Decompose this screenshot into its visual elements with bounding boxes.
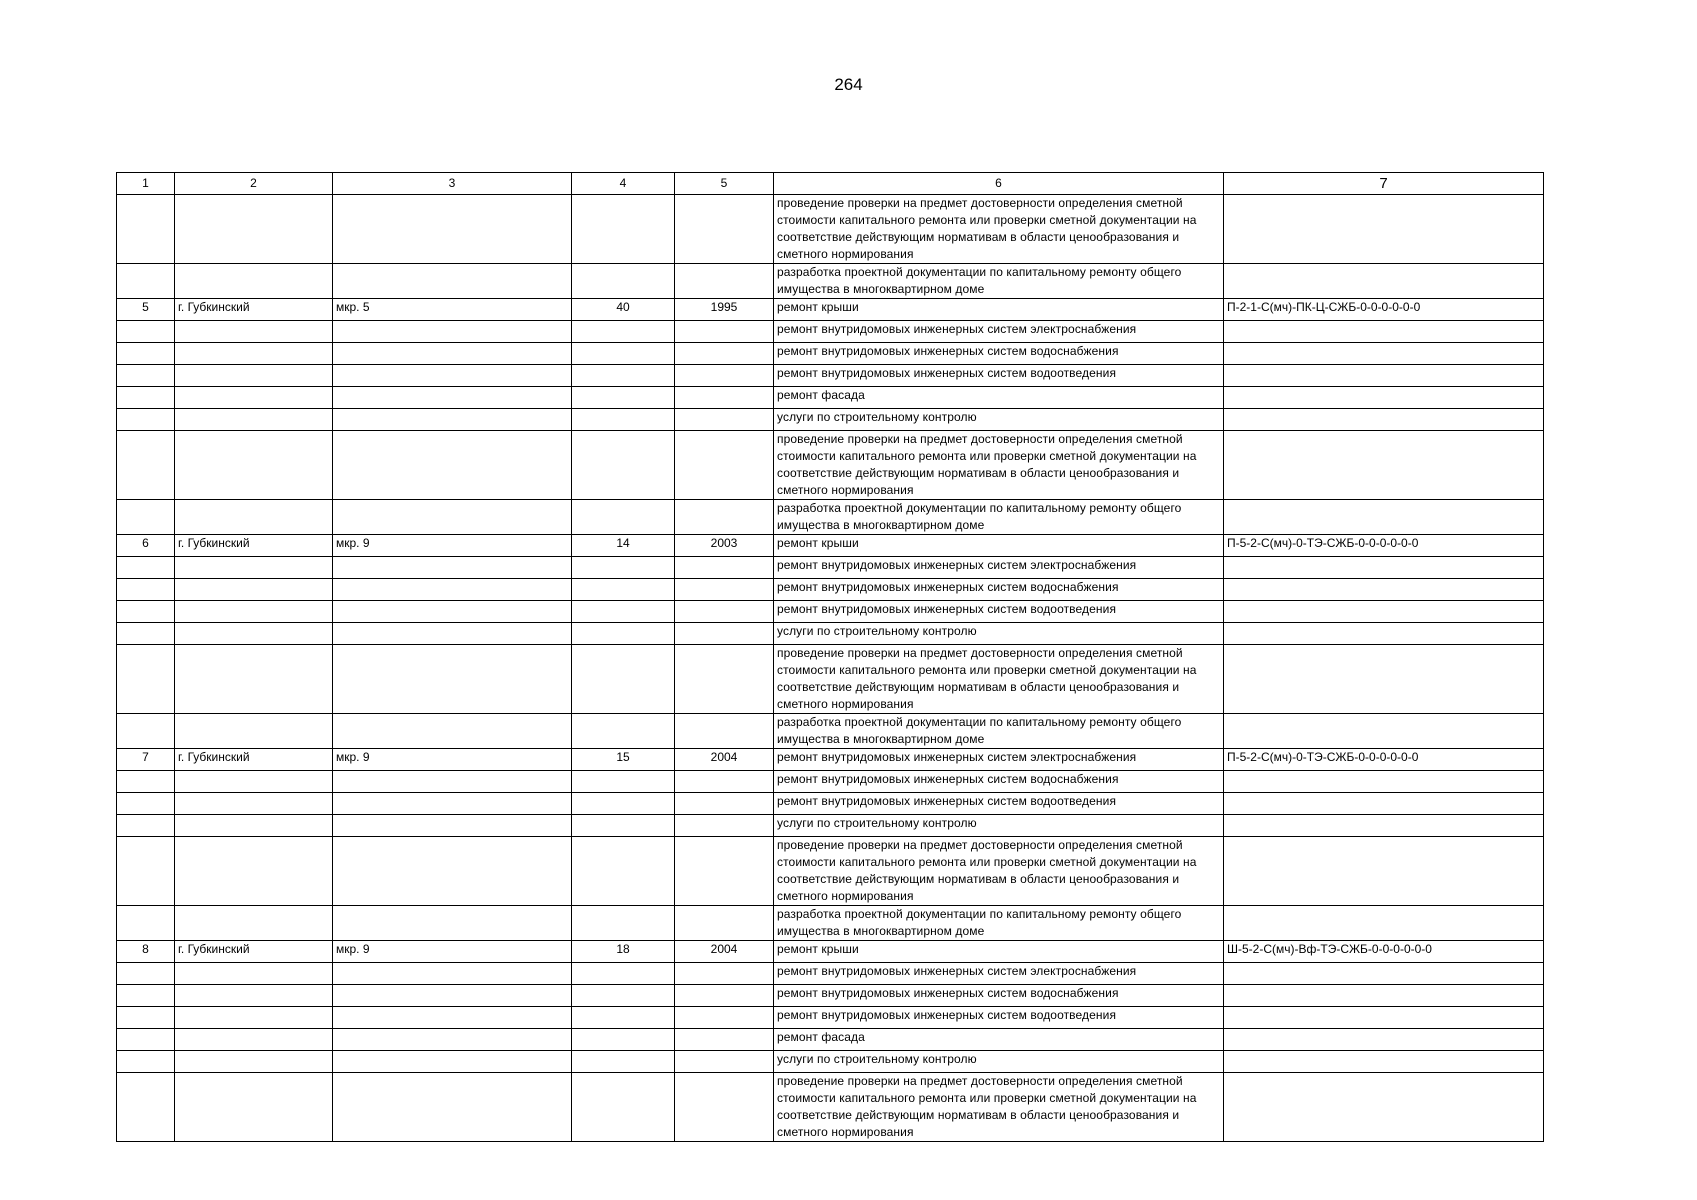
table-row	[117, 906, 1544, 941]
work-type-cell: услуги по строительному контролю	[774, 815, 1224, 837]
work-type-cell: ремонт крыши	[774, 535, 1224, 557]
building-code-cell: П-5-2-С(мч)-0-ТЭ-СЖБ-0-0-0-0-0-0	[1224, 749, 1544, 771]
work-type-cell: ремонт внутридомовых инженерных систем электроснабжения	[774, 557, 1224, 579]
row-number-cell	[117, 771, 175, 793]
house-number-cell: 40	[572, 299, 675, 321]
city-cell: г. Губкинский	[175, 299, 333, 321]
city-cell	[175, 1073, 333, 1142]
address-cell	[333, 601, 572, 623]
building-code-cell: П-2-1-С(мч)-ПК-Ц-СЖБ-0-0-0-0-0-0	[1224, 299, 1544, 321]
city-cell	[175, 557, 333, 579]
work-type-cell: услуги по строительному контролю	[774, 1051, 1224, 1073]
year-cell	[675, 321, 774, 343]
work-type-cell: проведение проверки на предмет достоверности определения сметной стоимости капитального ремонта или проверки сметной документации на соответствие действующим нормативам в области ценообразования и сметного нормирования	[774, 1073, 1224, 1142]
year-cell	[675, 1073, 774, 1142]
row-number-cell	[117, 343, 175, 365]
building-code-cell	[1224, 1029, 1544, 1051]
city-cell	[175, 1029, 333, 1051]
address-cell	[333, 623, 572, 645]
year-cell	[675, 431, 774, 500]
table-row	[117, 623, 1544, 645]
year-cell	[675, 771, 774, 793]
work-type-cell: ремонт фасада	[774, 1029, 1224, 1051]
address-cell	[333, 343, 572, 365]
address-cell	[333, 365, 572, 387]
address-cell	[333, 985, 572, 1007]
city-cell	[175, 1051, 333, 1073]
city-cell	[175, 837, 333, 906]
building-code-cell	[1224, 645, 1544, 714]
building-code-cell	[1224, 815, 1544, 837]
table-row	[117, 579, 1544, 601]
row-number-cell	[117, 195, 175, 264]
year-cell	[675, 601, 774, 623]
house-number-cell: 18	[572, 941, 675, 963]
city-cell	[175, 431, 333, 500]
work-type-cell: ремонт внутридомовых инженерных систем водоснабжения	[774, 771, 1224, 793]
table-row	[117, 941, 1544, 963]
city-cell	[175, 623, 333, 645]
year-cell	[675, 264, 774, 299]
table-row	[117, 321, 1544, 343]
city-cell: г. Губкинский	[175, 749, 333, 771]
house-number-cell	[572, 409, 675, 431]
work-type-cell: ремонт внутридомовых инженерных систем водоснабжения	[774, 985, 1224, 1007]
address-cell	[333, 906, 572, 941]
row-number-cell	[117, 645, 175, 714]
table-row	[117, 535, 1544, 557]
row-number-cell: 8	[117, 941, 175, 963]
city-cell	[175, 365, 333, 387]
work-type-cell: разработка проектной документации по капитальному ремонту общего имущества в многоквартирном доме	[774, 264, 1224, 299]
table-row	[117, 500, 1544, 535]
work-type-cell: ремонт внутридомовых инженерных систем электроснабжения	[774, 321, 1224, 343]
year-cell: 2004	[675, 941, 774, 963]
city-cell	[175, 771, 333, 793]
year-cell	[675, 557, 774, 579]
year-cell	[675, 837, 774, 906]
year-cell	[675, 793, 774, 815]
year-cell	[675, 623, 774, 645]
address-cell: мкр. 9	[333, 749, 572, 771]
address-cell	[333, 1029, 572, 1051]
row-number-cell: 5	[117, 299, 175, 321]
row-number-cell	[117, 365, 175, 387]
row-number-cell	[117, 387, 175, 409]
address-cell	[333, 321, 572, 343]
row-number-cell	[117, 1051, 175, 1073]
building-code-cell	[1224, 500, 1544, 535]
year-cell	[675, 500, 774, 535]
house-number-cell	[572, 1051, 675, 1073]
work-type-cell: ремонт фасада	[774, 387, 1224, 409]
year-cell	[675, 1051, 774, 1073]
year-cell: 2004	[675, 749, 774, 771]
building-code-cell	[1224, 793, 1544, 815]
building-code-cell	[1224, 601, 1544, 623]
row-number-cell	[117, 1073, 175, 1142]
year-cell	[675, 645, 774, 714]
house-number-cell: 15	[572, 749, 675, 771]
row-number-cell	[117, 815, 175, 837]
address-cell	[333, 431, 572, 500]
header-cell: 2	[175, 173, 333, 195]
building-code-cell	[1224, 1051, 1544, 1073]
row-number-cell	[117, 579, 175, 601]
year-cell	[675, 1007, 774, 1029]
city-cell	[175, 500, 333, 535]
address-cell	[333, 579, 572, 601]
work-type-cell: разработка проектной документации по капитальному ремонту общего имущества в многоквартирном доме	[774, 906, 1224, 941]
building-code-cell	[1224, 579, 1544, 601]
building-code-cell	[1224, 837, 1544, 906]
table-row	[117, 1029, 1544, 1051]
table-row	[117, 195, 1544, 264]
house-number-cell	[572, 1073, 675, 1142]
row-number-cell	[117, 837, 175, 906]
city-cell	[175, 579, 333, 601]
table-body	[117, 195, 1544, 1142]
house-number-cell	[572, 714, 675, 749]
building-code-cell	[1224, 365, 1544, 387]
table-row	[117, 557, 1544, 579]
address-cell	[333, 1073, 572, 1142]
year-cell	[675, 387, 774, 409]
city-cell	[175, 387, 333, 409]
table-row	[117, 343, 1544, 365]
table-row	[117, 771, 1544, 793]
row-number-cell	[117, 557, 175, 579]
address-cell	[333, 837, 572, 906]
building-code-cell	[1224, 431, 1544, 500]
address-cell	[333, 771, 572, 793]
building-code-cell	[1224, 343, 1544, 365]
work-type-cell: ремонт внутридомовых инженерных систем водоснабжения	[774, 579, 1224, 601]
building-code-cell	[1224, 195, 1544, 264]
building-code-cell	[1224, 1073, 1544, 1142]
city-cell	[175, 409, 333, 431]
row-number-cell	[117, 601, 175, 623]
house-number-cell	[572, 500, 675, 535]
address-cell	[333, 387, 572, 409]
row-number-cell	[117, 264, 175, 299]
house-number-cell	[572, 645, 675, 714]
city-cell: г. Губкинский	[175, 535, 333, 557]
header-cell: 5	[675, 173, 774, 195]
address-cell	[333, 195, 572, 264]
work-type-cell: ремонт крыши	[774, 299, 1224, 321]
city-cell	[175, 321, 333, 343]
city-cell	[175, 343, 333, 365]
city-cell	[175, 645, 333, 714]
work-type-cell: разработка проектной документации по капитальному ремонту общего имущества в многоквартирном доме	[774, 500, 1224, 535]
table-row	[117, 749, 1544, 771]
row-number-cell	[117, 409, 175, 431]
row-number-cell	[117, 1029, 175, 1051]
header-cell: 4	[572, 173, 675, 195]
table-row	[117, 837, 1544, 906]
work-type-cell: проведение проверки на предмет достоверности определения сметной стоимости капитального ремонта или проверки сметной документации на соответствие действующим нормативам в области ценообразования и сметного нормирования	[774, 645, 1224, 714]
table-row	[117, 299, 1544, 321]
city-cell	[175, 195, 333, 264]
house-number-cell	[572, 321, 675, 343]
work-type-cell: проведение проверки на предмет достоверности определения сметной стоимости капитального ремонта или проверки сметной документации на соответствие действующим нормативам в области ценообразования и сметного нормирования	[774, 431, 1224, 500]
house-number-cell	[572, 771, 675, 793]
work-type-cell: проведение проверки на предмет достоверности определения сметной стоимости капитального ремонта или проверки сметной документации на соответствие действующим нормативам в области ценообразования и сметного нормирования	[774, 837, 1224, 906]
house-number-cell	[572, 1029, 675, 1051]
city-cell	[175, 264, 333, 299]
house-number-cell	[572, 601, 675, 623]
house-number-cell	[572, 815, 675, 837]
table-row	[117, 387, 1544, 409]
city-cell	[175, 714, 333, 749]
row-number-cell	[117, 623, 175, 645]
year-cell	[675, 815, 774, 837]
row-number-cell	[117, 985, 175, 1007]
year-cell	[675, 1029, 774, 1051]
header-row	[117, 173, 1544, 195]
table-row	[117, 365, 1544, 387]
house-number-cell	[572, 963, 675, 985]
building-code-cell	[1224, 409, 1544, 431]
building-code-cell	[1224, 557, 1544, 579]
row-number-cell	[117, 906, 175, 941]
house-number-cell	[572, 365, 675, 387]
address-cell	[333, 793, 572, 815]
table-row	[117, 601, 1544, 623]
house-number-cell	[572, 623, 675, 645]
house-number-cell	[572, 579, 675, 601]
city-cell	[175, 985, 333, 1007]
year-cell	[675, 579, 774, 601]
work-type-cell: услуги по строительному контролю	[774, 409, 1224, 431]
row-number-cell: 7	[117, 749, 175, 771]
header-cell: 1	[117, 173, 175, 195]
work-type-cell: ремонт внутридомовых инженерных систем водоотведения	[774, 365, 1224, 387]
table-row	[117, 264, 1544, 299]
house-number-cell	[572, 985, 675, 1007]
row-number-cell	[117, 321, 175, 343]
row-number-cell	[117, 963, 175, 985]
table-row	[117, 431, 1544, 500]
city-cell	[175, 906, 333, 941]
table-row	[117, 714, 1544, 749]
year-cell	[675, 409, 774, 431]
building-code-cell	[1224, 714, 1544, 749]
address-cell	[333, 815, 572, 837]
city-cell	[175, 601, 333, 623]
building-code-cell	[1224, 963, 1544, 985]
address-cell	[333, 714, 572, 749]
address-cell	[333, 409, 572, 431]
year-cell: 2003	[675, 535, 774, 557]
row-number-cell	[117, 1007, 175, 1029]
city-cell	[175, 1007, 333, 1029]
year-cell	[675, 365, 774, 387]
work-type-cell: услуги по строительному контролю	[774, 623, 1224, 645]
city-cell	[175, 815, 333, 837]
house-number-cell	[572, 387, 675, 409]
table-row	[117, 1051, 1544, 1073]
building-code-cell	[1224, 623, 1544, 645]
house-number-cell	[572, 343, 675, 365]
work-type-cell: разработка проектной документации по капитальному ремонту общего имущества в многоквартирном доме	[774, 714, 1224, 749]
address-cell	[333, 557, 572, 579]
year-cell	[675, 985, 774, 1007]
header-cell: 6	[774, 173, 1224, 195]
house-number-cell	[572, 195, 675, 264]
page-number: 264	[834, 75, 863, 94]
city-cell	[175, 963, 333, 985]
year-cell: 1995	[675, 299, 774, 321]
work-type-cell: ремонт внутридомовых инженерных систем электроснабжения	[774, 749, 1224, 771]
city-cell	[175, 793, 333, 815]
work-type-cell: ремонт внутридомовых инженерных систем водоотведения	[774, 1007, 1224, 1029]
work-type-cell: проведение проверки на предмет достоверности определения сметной стоимости капитального ремонта или проверки сметной документации на соответствие действующим нормативам в области ценообразования и сметного нормирования	[774, 195, 1224, 264]
house-number-cell: 14	[572, 535, 675, 557]
year-cell	[675, 906, 774, 941]
building-code-cell: П-5-2-С(мч)-0-ТЭ-СЖБ-0-0-0-0-0-0	[1224, 535, 1544, 557]
building-code-cell	[1224, 1007, 1544, 1029]
work-type-cell: ремонт внутридомовых инженерных систем водоснабжения	[774, 343, 1224, 365]
building-code-cell	[1224, 985, 1544, 1007]
row-number-cell	[117, 793, 175, 815]
address-cell	[333, 1007, 572, 1029]
table-row	[117, 409, 1544, 431]
building-code-cell	[1224, 387, 1544, 409]
building-code-cell	[1224, 771, 1544, 793]
address-cell	[333, 963, 572, 985]
house-number-cell	[572, 264, 675, 299]
house-number-cell	[572, 557, 675, 579]
work-type-cell: ремонт крыши	[774, 941, 1224, 963]
address-cell	[333, 645, 572, 714]
house-number-cell	[572, 837, 675, 906]
address-cell	[333, 500, 572, 535]
table-row	[117, 963, 1544, 985]
table-row	[117, 1073, 1544, 1142]
building-code-cell	[1224, 321, 1544, 343]
work-type-cell: ремонт внутридомовых инженерных систем водоотведения	[774, 601, 1224, 623]
work-type-cell: ремонт внутридомовых инженерных систем водоотведения	[774, 793, 1224, 815]
row-number-cell	[117, 500, 175, 535]
house-number-cell	[572, 906, 675, 941]
address-cell: мкр. 9	[333, 535, 572, 557]
header-cell: 3	[333, 173, 572, 195]
year-cell	[675, 963, 774, 985]
house-number-cell	[572, 431, 675, 500]
year-cell	[675, 714, 774, 749]
row-number-cell: 6	[117, 535, 175, 557]
building-code-cell	[1224, 264, 1544, 299]
building-code-cell	[1224, 906, 1544, 941]
table-row	[117, 645, 1544, 714]
table-row	[117, 815, 1544, 837]
year-cell	[675, 195, 774, 264]
building-code-cell: Ш-5-2-С(мч)-Вф-ТЭ-СЖБ-0-0-0-0-0-0	[1224, 941, 1544, 963]
year-cell	[675, 343, 774, 365]
table-row	[117, 985, 1544, 1007]
table-row	[117, 1007, 1544, 1029]
address-cell: мкр. 5	[333, 299, 572, 321]
header-cell: 7	[1224, 173, 1544, 195]
work-type-cell: ремонт внутридомовых инженерных систем электроснабжения	[774, 963, 1224, 985]
capital-repair-table	[116, 172, 1544, 1142]
row-number-cell	[117, 431, 175, 500]
row-number-cell	[117, 714, 175, 749]
city-cell: г. Губкинский	[175, 941, 333, 963]
house-number-cell	[572, 1007, 675, 1029]
address-cell	[333, 264, 572, 299]
address-cell: мкр. 9	[333, 941, 572, 963]
house-number-cell	[572, 793, 675, 815]
address-cell	[333, 1051, 572, 1073]
table-row	[117, 793, 1544, 815]
